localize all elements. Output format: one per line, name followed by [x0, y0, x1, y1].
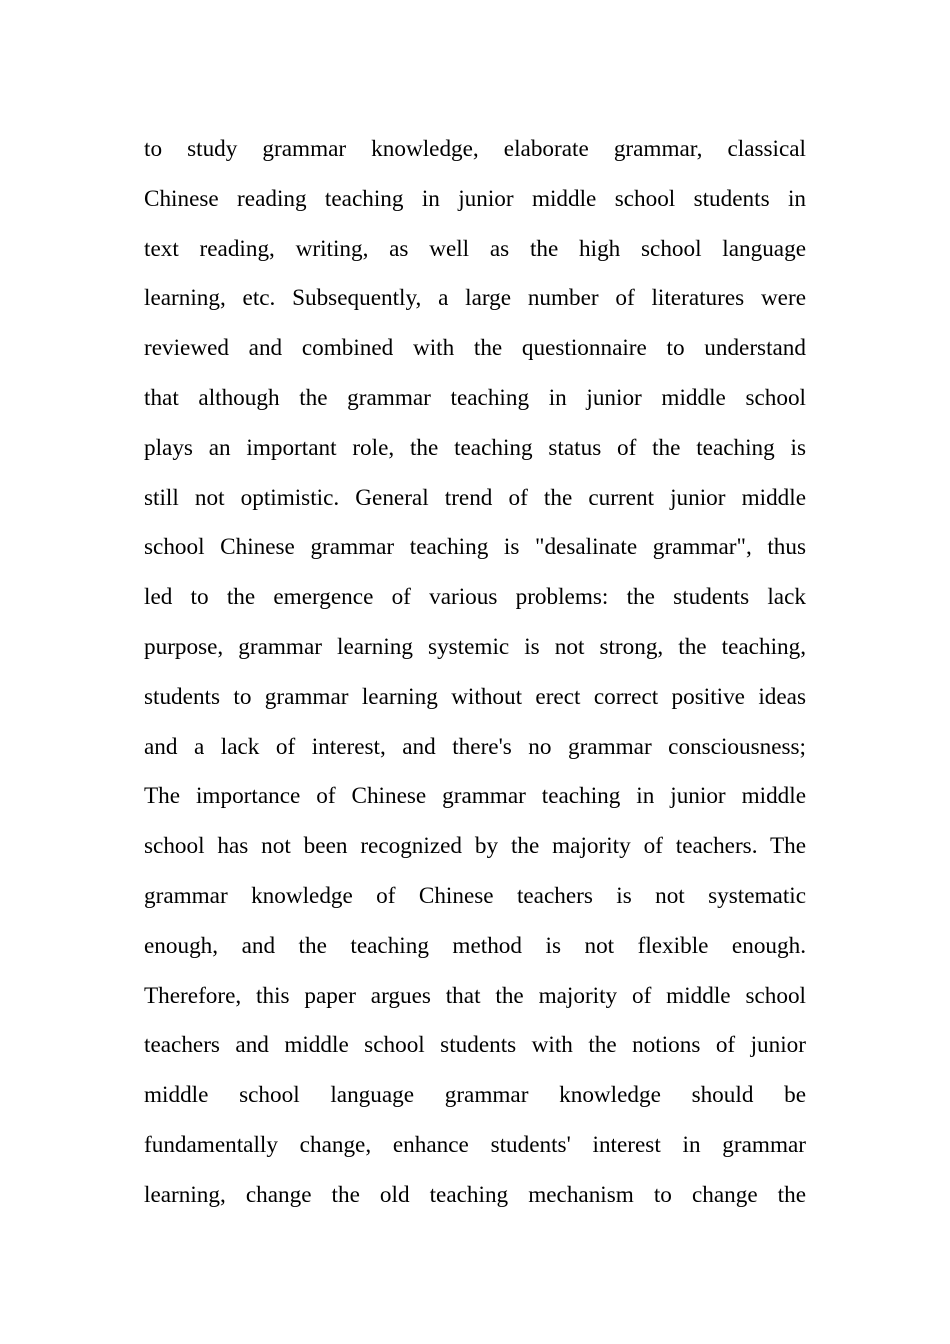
text-line: learning, change the old teaching mechanism to change the: [144, 1181, 806, 1208]
text-line: The importance of Chinese grammar teaching in junior middle: [144, 783, 806, 810]
text-line: school Chinese grammar teaching is "desalinate grammar", thus: [144, 534, 806, 561]
text-line: and a lack of interest, and there's no grammar consciousness;: [144, 733, 806, 760]
text-line: enough, and the teaching method is not flexible enough.: [144, 932, 806, 959]
text-line: middle school language grammar knowledge should be: [144, 1082, 806, 1109]
text-line: learning, etc. Subsequently, a large number of literatures were: [144, 285, 806, 312]
body-paragraph: [144, 125, 806, 1221]
text-line: Chinese reading teaching in junior middle school students in: [144, 185, 806, 212]
text-line: plays an important role, the teaching status of the teaching is: [144, 434, 806, 461]
text-line: students to grammar learning without erect correct positive ideas: [144, 683, 806, 710]
text-line: grammar knowledge of Chinese teachers is not systematic: [144, 882, 806, 909]
text-line: text reading, writing, as well as the high school language: [144, 235, 806, 262]
text-line: purpose, grammar learning systemic is not strong, the teaching,: [144, 633, 806, 660]
text-line: still not optimistic. General trend of the current junior middle: [144, 484, 806, 511]
text-line: teachers and middle school students with the notions of junior: [144, 1032, 806, 1059]
text-line: to study grammar knowledge, elaborate grammar, classical: [144, 136, 806, 162]
text-line: led to the emergence of various problems: the students lack: [144, 584, 806, 611]
text-line: school has not been recognized by the majority of teachers. The: [144, 833, 806, 860]
text-line: fundamentally change, enhance students' interest in grammar: [144, 1131, 806, 1158]
text-line: that although the grammar teaching in junior middle school: [144, 384, 806, 411]
text-line: Therefore, this paper argues that the majority of middle school: [144, 982, 806, 1009]
text-line: reviewed and combined with the questionnaire to understand: [144, 335, 806, 362]
